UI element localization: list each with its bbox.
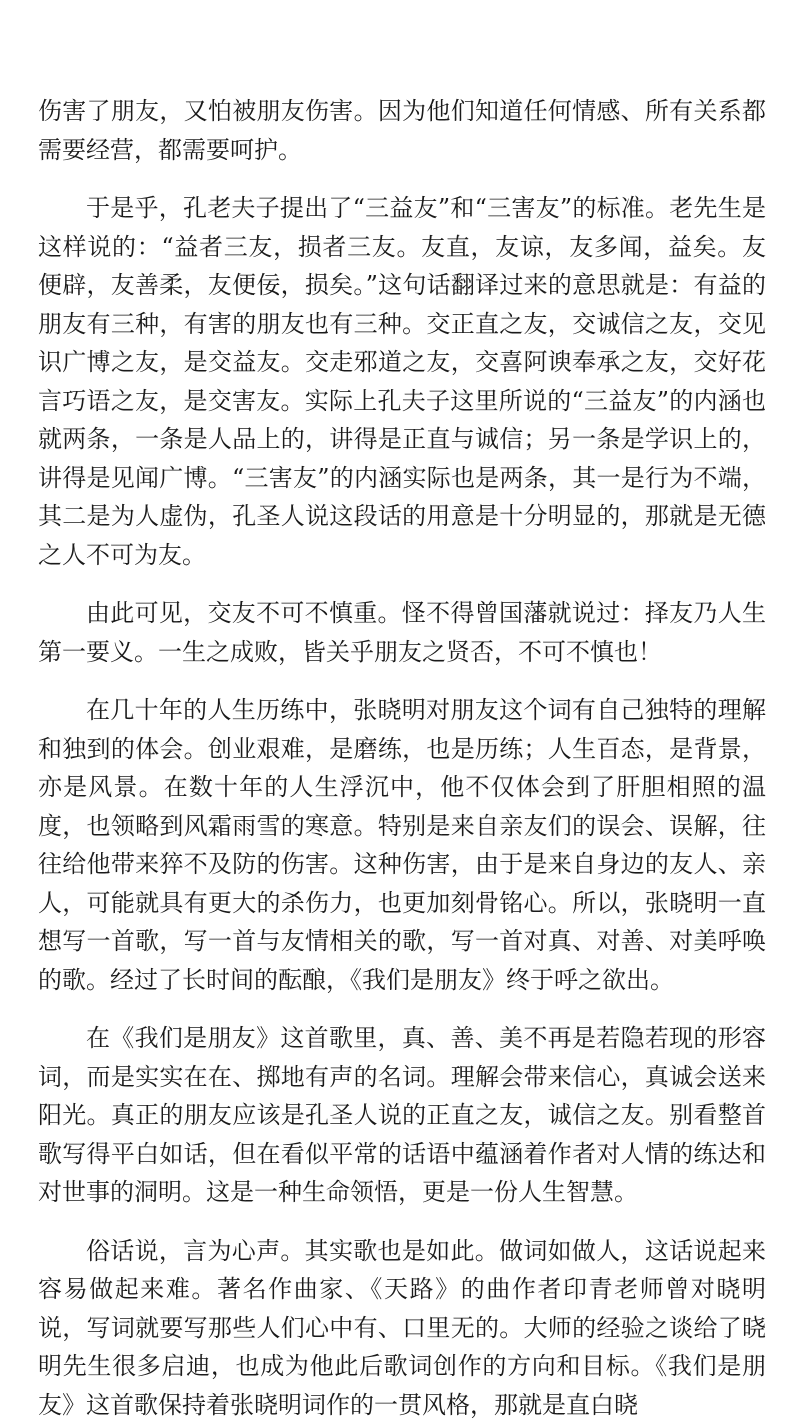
paragraph-3: 由此可见，交友不可不慎重。怪不得曾国藩就说过：择友乃人生第一要义。一生之成败，皆关乎朋友之贤否，不可不慎也！ <box>38 594 766 671</box>
paragraph-2: 于是乎，孔老夫子提出了“三益友”和“三害友”的标准。老先生是这样说的：“益者三友，损者三友。友直，友谅，友多闻，益矣。友便辟，友善柔，友便佞，损矣。”这句话翻译过来的意思就是：有益的朋友有三种，有害的朋友也有三种。交正直之友，交诚信之友，交见识广博之友，是交益友。交走邪道之友，交喜阿谀奉承之友，交好花言巧语之友，是交害友。实际上孔夫子这里所说的“三益友”的内涵也就两条，一条是人品上的，讲得是正直与诚信；另一条是学识上的，讲得是见闻广博。“三害友”的内涵实际也是两条，其一是行为不端，其二是为人虚伪，孔圣人说这段话的用意是十分明显的，那就是无德之人不可为友。 <box>38 189 766 574</box>
paragraph-4: 在几十年的人生历练中，张晓明对朋友这个词有自己独特的理解和独到的体会。创业艰难，是磨练，也是历练；人生百态，是背景，亦是风景。在数十年的人生浮沉中，他不仅体会到了肝胆相照的温度，也领略到风霜雨雪的寒意。特别是来自亲友们的误会、误解，往往给他带来猝不及防的伤害。这种伤害，由于是来自身边的友人、亲人，可能就具有更大的杀伤力，也更加刻骨铭心。所以，张晓明一直想写一首歌，写一首与友情相关的歌，写一首对真、对善、对美呼唤的歌。经过了长时间的酝酿，《我们是朋友》终于呼之欲出。 <box>38 691 766 999</box>
paragraph-1: 伤害了朋友，又怕被朋友伤害。因为他们知道任何情感、所有关系都需要经营，都需要呵护。 <box>38 92 766 169</box>
document-page <box>38 92 766 1424</box>
paragraph-5: 在《我们是朋友》这首歌里，真、善、美不再是若隐若现的形容词，而是实实在在、掷地有声的名词。理解会带来信心，真诚会送来阳光。真正的朋友应该是孔圣人说的正直之友，诚信之友。别看整首歌写得平白如话，但在看似平常的话语中蕴涵着作者对人情的练达和对世事的洞明。这是一种生命领悟，更是一份人生智慧。 <box>38 1019 766 1212</box>
paragraph-6: 俗话说，言为心声。其实歌也是如此。做词如做人，这话说起来容易做起来难。著名作曲家、《天路》的曲作者印青老师曾对晓明说，写词就要写那些人们心中有、口里无的。大师的经验之谈给了晓明先生很多启迪，也成为他此后歌词创作的方向和目标。《我们是朋友》这首歌保持着张晓明词作的一贯风格，那就是直白晓 <box>38 1232 766 1424</box>
